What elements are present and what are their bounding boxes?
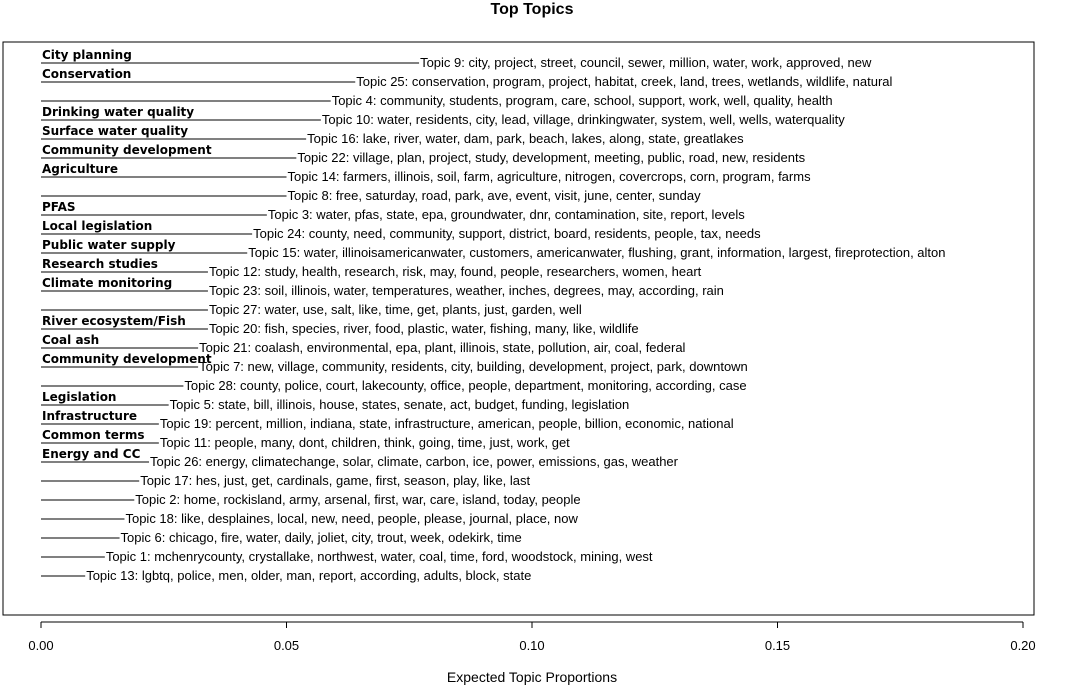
category-annotation: Infrastructure: [42, 409, 138, 423]
x-tick-label: 0.10: [519, 638, 545, 653]
topic-label: Topic 1: mchenrycounty, crystallake, northwest, water, coal, time, ford, woodstock, mining, west: [105, 549, 653, 564]
category-annotation: Surface water quality: [42, 124, 189, 138]
topic-label: Topic 18: like, desplaines, local, new, need, people, please, journal, place, now: [125, 511, 578, 526]
topic-label: Topic 3: water, pfas, state, epa, groundwater, dnr, contamination, site, report, levels: [267, 207, 745, 222]
x-tick-label: 0.20: [1010, 638, 1036, 653]
category-annotation: Common terms: [42, 428, 145, 442]
category-annotation: City planning: [42, 48, 132, 62]
topic-label: Topic 14: farmers, illinois, soil, farm, agriculture, nitrogen, covercrops, corn, program, farms: [287, 169, 811, 184]
category-annotation: Energy and CC: [42, 447, 141, 461]
category-annotation: Community development: [42, 352, 212, 366]
topic-label: Topic 19: percent, million, indiana, state, infrastructure, american, people, billion, economic, national: [159, 416, 734, 431]
category-annotation: Public water supply: [42, 238, 176, 252]
category-annotation: Drinking water quality: [42, 105, 195, 119]
category-annotation: Local legislation: [42, 219, 153, 233]
topic-label: Topic 10: water, residents, city, lead, village, drinkingwater, system, well, wells, waterquality: [321, 112, 845, 127]
topic-label: Topic 26: energy, climatechange, solar, climate, carbon, ice, power, emissions, gas, weather: [150, 454, 678, 469]
category-annotation: Conservation: [42, 67, 132, 81]
x-tick-label: 0.05: [273, 638, 300, 653]
category-annotation: Climate monitoring: [42, 276, 173, 290]
topic-label: Topic 2: home, rockisland, army, arsenal, first, war, care, island, today, people: [135, 492, 581, 507]
category-annotation: Coal ash: [42, 333, 100, 347]
category-annotation: Legislation: [42, 390, 117, 404]
topic-label: Topic 9: city, project, street, council, sewer, million, water, work, approved, new: [420, 55, 872, 70]
topic-label: Topic 6: chicago, fire, water, daily, joliet, city, trout, week, odekirk, time: [120, 530, 522, 545]
x-tick-label: 0.00: [28, 638, 54, 653]
topic-label: Topic 7: new, village, community, residents, city, building, development, project, park, downtown: [199, 359, 748, 374]
topic-label: Topic 16: lake, river, water, dam, park, beach, lakes, along, state, greatlakes: [307, 131, 744, 146]
x-tick-label: 0.15: [764, 638, 791, 653]
category-annotation: PFAS: [42, 200, 76, 214]
topic-label: Topic 20: fish, species, river, food, plastic, water, fishing, many, like, wildlife: [208, 321, 639, 336]
topic-label: Topic 13: lgbtq, police, men, older, man, report, according, adults, block, state: [86, 568, 532, 583]
category-annotation: Research studies: [42, 257, 158, 271]
category-annotation: Community development: [42, 143, 212, 157]
x-axis: [28, 622, 1035, 653]
topic-label: Topic 23: soil, illinois, water, temperatures, weather, inches, degrees, may, according, rain: [208, 283, 724, 298]
chart-title: Top Topics: [490, 1, 574, 18]
topic-label: Topic 12: study, health, research, risk, may, found, people, researchers, women, heart: [208, 264, 702, 279]
topic-label: Topic 8: free, saturday, road, park, ave, event, visit, june, center, sunday: [287, 188, 701, 203]
category-annotation: River ecosystem/Fish: [42, 314, 186, 328]
topic-label: Topic 21: coalash, environmental, epa, plant, illinois, state, pollution, air, coal, federal: [199, 340, 686, 355]
bars-group: [41, 48, 946, 583]
topic-label: Topic 27: water, use, salt, like, time, get, plants, just, garden, well: [208, 302, 582, 317]
topic-label: Topic 5: state, bill, illinois, house, states, senate, act, budget, funding, legislation: [169, 397, 630, 412]
topic-label: Topic 22: village, plan, project, study, development, meeting, public, road, new, residents: [297, 150, 806, 165]
topic-label: Topic 17: hes, just, get, cardinals, game, first, season, play, like, last: [140, 473, 531, 488]
topic-label: Topic 15: water, illinoisamericanwater, customers, americanwater, flushing, grant, information, largest, fireprotection, alton: [248, 245, 946, 260]
x-axis-label: Expected Topic Proportions: [446, 669, 618, 685]
topic-label: Topic 25: conservation, program, project, habitat, creek, land, trees, wetlands, wildlife, natural: [356, 74, 893, 89]
category-annotation: Agriculture: [42, 162, 119, 176]
topic-label: Topic 4: community, students, program, care, school, support, work, well, quality, health: [331, 93, 833, 108]
topic-label: Topic 24: county, need, community, support, district, board, residents, people, tax, needs: [253, 226, 761, 241]
topic-label: Topic 28: county, police, court, lakecounty, office, people, department, monitoring, according, case: [184, 378, 747, 393]
topic-label: Topic 11: people, many, dont, children, think, going, time, just, work, get: [159, 435, 570, 450]
